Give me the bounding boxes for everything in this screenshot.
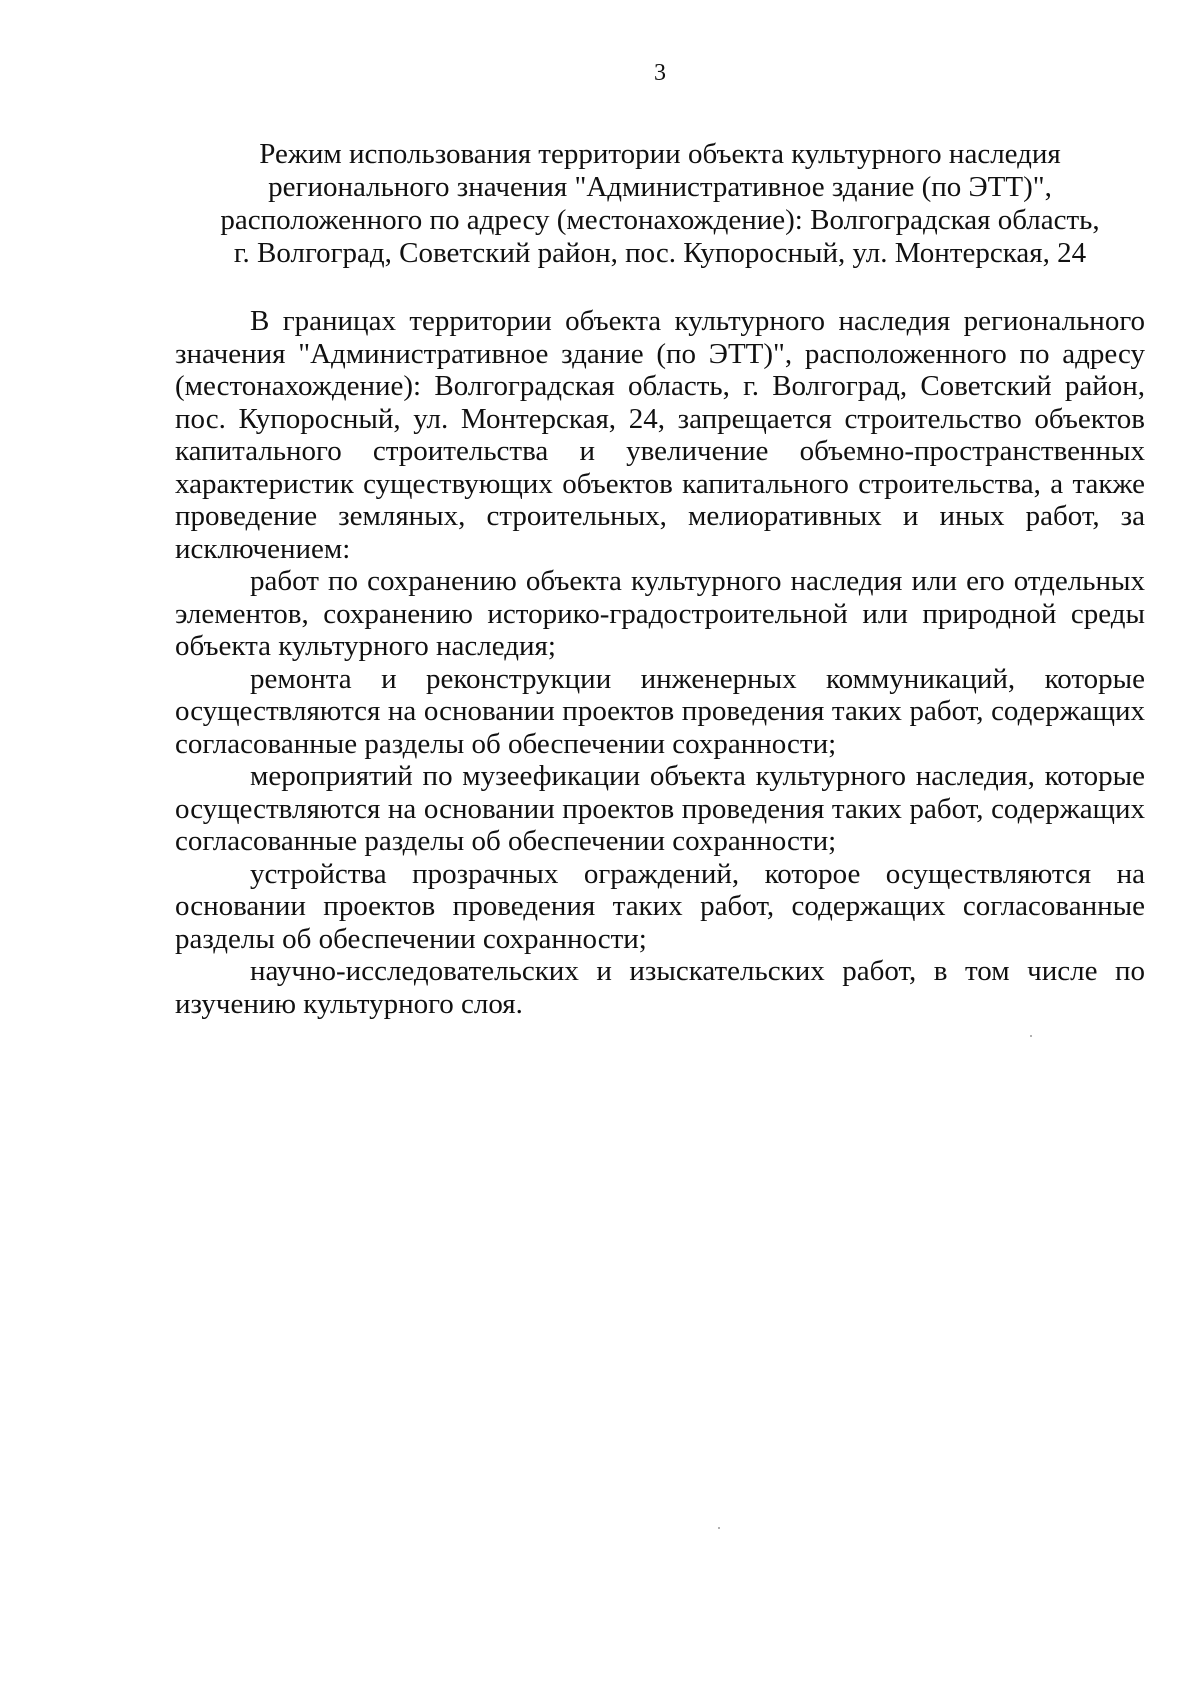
- title-line: расположенного по адресу (местонахождение): Волгоградская область,: [220, 204, 1100, 236]
- paragraph-exception-utilities: ремонта и реконструкции инженерных коммуникаций, которые осуществляются на основании проектов проведения таких работ, содержащих согласованные разделы об обеспечении сохранности;: [175, 662, 1145, 760]
- paragraph-exception-research: научно-исследовательских и изыскательских работ, в том числе по изучению культурного слоя.: [175, 955, 1145, 1020]
- paragraph-exception-preservation: работ по сохранению объекта культурного наследия или его отдельных элементов, сохранению историко-градостроительной или природной среды объекта культурного наследия;: [175, 565, 1145, 662]
- page-number: 3: [654, 60, 666, 86]
- paragraph-restrictions: В границах территории объекта культурного наследия регионального значения "Административное здание (по ЭТТ)", расположенного по адресу (местонахождение): Волгоградская область, г. Волгоград, Советский район, пос. Купоросный, ул. Монтерская, 24, запрещается строительство объектов капитального строительства и увеличение объемно-пространственных характеристик существующих объектов капитального строительства, а также проведение земляных, строительных, мелиоративных и иных работ, за исключением:: [175, 305, 1145, 565]
- scan-artifact: [718, 1527, 720, 1529]
- title-line: регионального значения "Административное здание (по ЭТТ)",: [268, 171, 1052, 203]
- paragraph-exception-museumification: мероприятий по музеефикации объекта культурного наследия, которые осуществляются на основании проектов проведения таких работ, содержащих согласованные разделы об обеспечении сохранности;: [175, 760, 1145, 857]
- title-line: Режим использования территории объекта культурного наследия: [259, 138, 1061, 170]
- document-title: [175, 138, 1145, 270]
- document-body: [175, 305, 1145, 1020]
- title-line: г. Волгоград, Советский район, пос. Купоросный, ул. Монтерская, 24: [233, 237, 1087, 269]
- scan-artifact: [1030, 1035, 1032, 1037]
- paragraph-exception-fences: устройства прозрачных ограждений, которое осуществляются на основании проектов проведения таких работ, содержащих согласованные разделы об обеспечении сохранности;: [175, 857, 1145, 955]
